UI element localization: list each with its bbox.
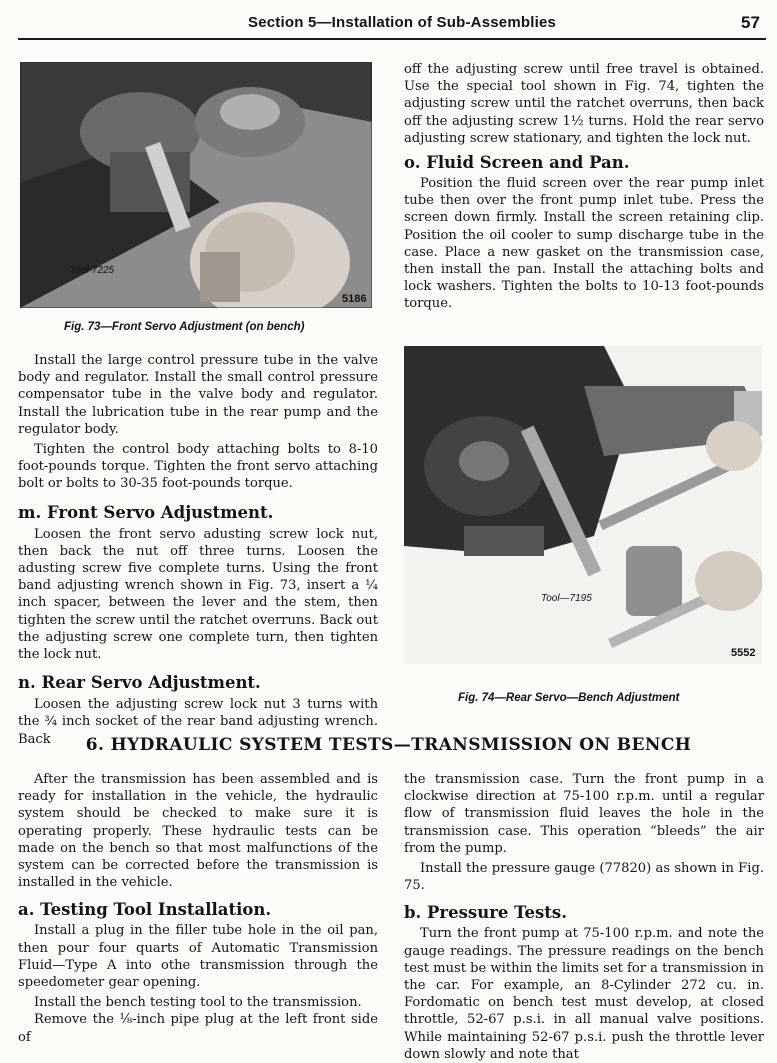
figure-74-caption: Fig. 74—Rear Servo—Bench Adjustment [458, 692, 680, 704]
rear-servo-photo-illustration [404, 346, 762, 664]
figure-74-photo-number: 5552 [731, 647, 756, 659]
control-pressure-tube-paragraph: Install the large control pressure tube in the valve body and regulator. Install the small control pressure compensator tube in the valve body and regulator. Install the lubrication tube in the rear pump and the regulator body. [18, 353, 378, 437]
hydraulic-tests-intro-paragraph: After the transmission has been assembled and is ready for installation in the vehicle, the hydraulic system should be checked to make sure it is operating properly. These hydraulic tests can be made on the bench so that most malfunctions of the system can be corrected before the transmission is installed in the vehicle. [18, 772, 378, 891]
bench-tool-paragraph: Install the bench testing tool to the transmission. [34, 995, 362, 1011]
figure-73-caption: Fig. 73—Front Servo Adjustment (on bench) [64, 321, 305, 333]
front-servo-paragraph: Loosen the front servo adusting screw lock nut, then back the nut off three turns. Loosen the adusting screw five complete turns. Using the front band adjusting wrench shown in Fig. 73, insert a ¼ inch spacer, between the lever and the stem, then tighten the screw until the ratchet overruns. Back out the adjusting screw one complete turn, then tighten the lock nut. [18, 526, 378, 663]
tool-7225-label: Tool-7225 [70, 265, 115, 276]
fluid-screen-paragraph: Position the fluid screen over the rear pump inlet tube then over the front pump inlet tube. Press the screen down firmly. Install the screen retaining clip. Position the oil cooler to sump discharge tube in the case. Place a new gasket on the transmission case, then install the pan. Install the attaching bolts and lock washers. Tighten the bolts to 10-13 foot-pounds torque. [404, 176, 764, 312]
header-rule [18, 38, 766, 40]
right-column-top [404, 61, 764, 313]
running-header-title: Section 5—Installation of Sub-Assemblies [248, 14, 557, 31]
pressure-tests-heading: b. Pressure Tests. [404, 903, 567, 923]
left-column-middle [18, 352, 378, 748]
figure-73-photo-number: 5186 [342, 293, 367, 305]
tool-7195-label: Tool—7195 [541, 593, 592, 604]
testing-tool-heading: a. Testing Tool Installation. [18, 900, 272, 920]
figure-73-photo [20, 62, 372, 308]
front-pump-bleed-paragraph: the transmission case. Turn the front pump in a clockwise direction at 75-100 r.p.m. until a regular flow of transmission fluid leaves the hole in the transmission case. This operation “bleeds” the air from the pump. [404, 772, 764, 856]
pressure-gauge-paragraph: Install the pressure gauge (77820) as shown in Fig. 75. [404, 861, 764, 894]
rear-servo-continued-paragraph: off the adjusting screw until free travel is obtained. Use the special tool shown in Fig. 74, tighten the adjusting screw until the ratchet overruns, then back off the adjusting screw 1½ turns. Hold the rear servo adjusting screw stationary, and tighten the lock nut. [404, 62, 764, 146]
section-6-left-column [18, 771, 378, 1046]
section-6-heading: 6. HYDRAULIC SYSTEM TESTS—TRANSMISSION ON BENCH [85, 735, 692, 755]
fluid-screen-heading: o. Fluid Screen and Pan. [404, 153, 630, 173]
section-6-right-column [404, 771, 764, 1063]
pipe-plug-paragraph: Remove the ⅛-inch pipe plug at the left front side of [18, 1012, 378, 1045]
page-number: 57 [741, 13, 760, 32]
filler-plug-paragraph: Install a plug in the filler tube hole in the oil pan, then pour four quarts of Automatic Transmission Fluid—Type A into othe transmission through the speedometer gear opening. [18, 923, 378, 991]
control-body-bolts-paragraph: Tighten the control body attaching bolts to 8-10 foot-pounds torque. Tighten the front servo attaching bolt or bolts to 30-35 foot-pounds torque. [18, 442, 378, 492]
front-servo-heading: m. Front Servo Adjustment. [18, 502, 274, 522]
rear-servo-heading: n. Rear Servo Adjustment. [18, 673, 261, 693]
rear-servo-paragraph: Loosen the adjusting screw lock nut 3 turns with the ¾ inch socket of the rear band adjusting wrench. Back [18, 697, 378, 747]
figure-74-photo [404, 346, 762, 664]
pressure-tests-paragraph: Turn the front pump at 75-100 r.p.m. and note the gauge readings. The pressure readings on the bench test must be within the limits set for a transmission in the car. For example, an 8-Cylinder 272 cu. in. Fordomatic on bench test must develop, at closed throttle, 52-67 p.s.i. in all manual valve positions. While maintaining 52-67 p.s.i. push the throttle lever down slowly and note that [404, 926, 764, 1062]
